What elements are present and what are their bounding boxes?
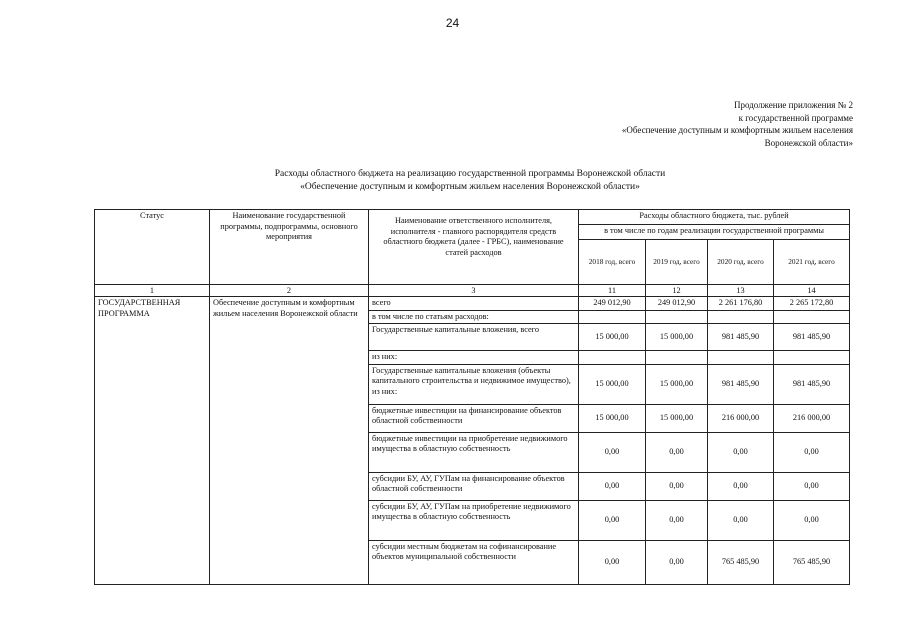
value-2018: 0,00 [579, 432, 646, 472]
page-number: 24 [445, 16, 460, 30]
value-2020: 981 485,90 [708, 324, 774, 351]
header-expenses: Расходы областного бюджета, тыс. рублей [579, 210, 850, 225]
value-2021: 0,00 [774, 472, 850, 500]
value-2019: 249 012,90 [646, 297, 708, 311]
value-2019: 0,00 [646, 472, 708, 500]
value-2021: 0,00 [774, 432, 850, 472]
header-status: Статус [95, 210, 210, 285]
expense-item-label: субсидии БУ, АУ, ГУПам на финансирование объектов областной собственности [369, 472, 579, 500]
expense-item-label: субсидии БУ, АУ, ГУПам на приобретение недвижимого имущества в областную собственность [369, 500, 579, 540]
column-number: 13 [708, 285, 774, 297]
expense-item-label: бюджетные инвестиции на финансирование объектов областной собственности [369, 404, 579, 432]
column-number: 1 [95, 285, 210, 297]
value-2020: 981 485,90 [708, 364, 774, 404]
column-number: 12 [646, 285, 708, 297]
value-2018: 15 000,00 [579, 404, 646, 432]
expenses-table [94, 209, 850, 585]
table-row [95, 297, 850, 311]
value-2019 [646, 351, 708, 365]
value-2018: 15 000,00 [579, 324, 646, 351]
value-2019: 0,00 [646, 500, 708, 540]
status-cell: ГОСУДАРСТВЕННАЯ ПРОГРАММА [95, 297, 210, 585]
expense-item-label: из них: [369, 351, 579, 365]
continuation-line: Воронежской области» [764, 137, 853, 148]
title-line: «Обеспечение доступным и комфортным жильем населения Воронежской области» [300, 181, 640, 192]
value-2021: 981 485,90 [774, 364, 850, 404]
value-2021: 0,00 [774, 500, 850, 540]
expense-item-label: Государственные капитальные вложения (объекты капитального строительства и недвижимое имущество), из них: [369, 364, 579, 404]
value-2018: 15 000,00 [579, 364, 646, 404]
value-2021 [774, 310, 850, 324]
header-program-name: Наименование государственной программы, подпрограммы, основного мероприятия [210, 210, 369, 285]
header-executor: Наименование ответственного исполнителя, исполнителя - главного распорядителя средств областного бюджета (далее - ГРБС), наименование статей расходов [369, 210, 579, 285]
value-2018: 0,00 [579, 540, 646, 584]
value-2019 [646, 310, 708, 324]
value-2018: 249 012,90 [579, 297, 646, 311]
value-2018 [579, 310, 646, 324]
value-2021: 765 485,90 [774, 540, 850, 584]
value-2020: 2 261 176,80 [708, 297, 774, 311]
column-number: 14 [774, 285, 850, 297]
value-2020: 216 000,00 [708, 404, 774, 432]
document-title [160, 168, 780, 193]
header-year-2020: 2020 год, всего [708, 240, 774, 285]
expense-item-label: в том числе по статьям расходов: [369, 310, 579, 324]
value-2021: 981 485,90 [774, 324, 850, 351]
value-2020: 765 485,90 [708, 540, 774, 584]
continuation-line: Продолжение приложения № 2 [733, 100, 853, 110]
value-2020: 0,00 [708, 500, 774, 540]
appendix-continuation-note [622, 99, 853, 149]
value-2019: 15 000,00 [646, 324, 708, 351]
header-year-2019: 2019 год, всего [646, 240, 708, 285]
value-2021: 2 265 172,80 [774, 297, 850, 311]
column-number: 3 [369, 285, 579, 297]
value-2020: 0,00 [708, 472, 774, 500]
header-year-2018: 2018 год, всего [579, 240, 646, 285]
value-2018: 0,00 [579, 472, 646, 500]
title-line: Расходы областного бюджета на реализацию государственной программы Воронежской области [274, 169, 666, 179]
value-2021: 216 000,00 [774, 404, 850, 432]
header-year-2021: 2021 год, всего [774, 240, 850, 285]
expense-item-label: Государственные капитальные вложения, всего [369, 324, 579, 351]
value-2019: 15 000,00 [646, 364, 708, 404]
continuation-line: к государственной программе [738, 112, 853, 123]
column-number: 2 [210, 285, 369, 297]
value-2019: 0,00 [646, 432, 708, 472]
value-2018: 0,00 [579, 500, 646, 540]
header-by-years: в том числе по годам реализации государственной программы [579, 225, 850, 240]
continuation-line: «Обеспечение доступным и комфортным жильем населения [621, 125, 853, 135]
value-2020: 0,00 [708, 432, 774, 472]
expense-item-label: субсидии местным бюджетам на софинансирование объектов муниципальной собственности [369, 540, 579, 584]
value-2020 [708, 351, 774, 365]
program-name-cell: Обеспечение доступным и комфортным жильем населения Воронежской области [210, 297, 369, 585]
value-2019: 15 000,00 [646, 404, 708, 432]
expense-item-label: всего [369, 297, 579, 311]
value-2021 [774, 351, 850, 365]
expense-item-label: бюджетные инвестиции на приобретение недвижимого имущества в областную собственность [369, 432, 579, 472]
column-number: 11 [579, 285, 646, 297]
value-2020 [708, 310, 774, 324]
value-2018 [579, 351, 646, 365]
value-2019: 0,00 [646, 540, 708, 584]
